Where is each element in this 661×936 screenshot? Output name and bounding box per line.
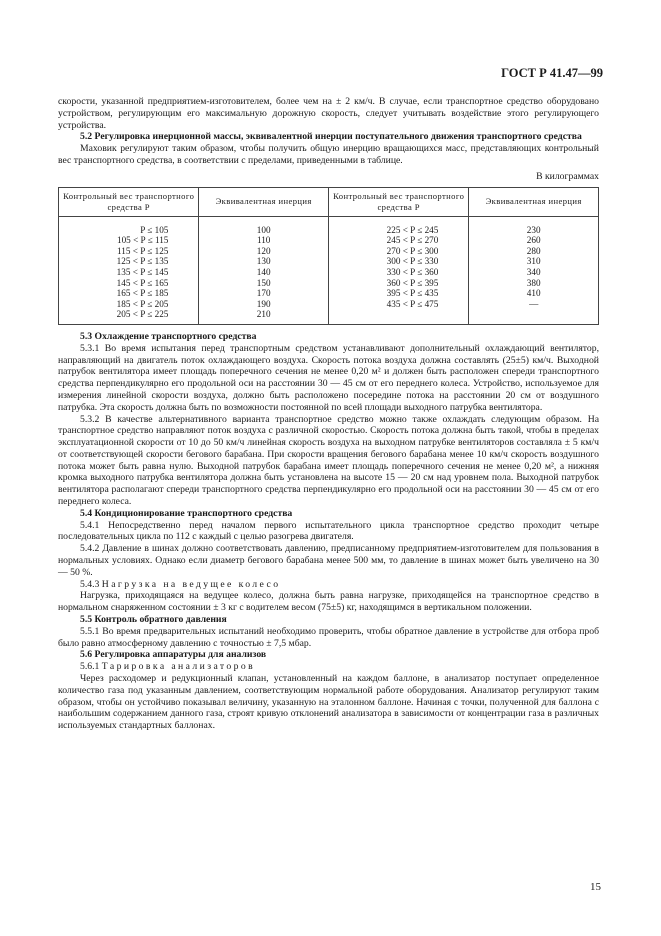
weight-range-cell: 435 < P ≤ 475 <box>328 299 468 310</box>
weight-range-cell: 165 < P ≤ 185 <box>59 288 199 299</box>
table-row <box>59 309 599 324</box>
inertia-cell: — <box>469 299 599 310</box>
weight-range-cell: 205 < P ≤ 225 <box>59 309 199 324</box>
weight-range-cell: 270 < P ≤ 300 <box>328 246 468 257</box>
table-header-cell: Контрольный вес транспортного средства P <box>59 187 199 216</box>
page-number: 15 <box>590 881 601 893</box>
table-row <box>59 256 599 267</box>
section-5-4-3-heading <box>58 579 599 591</box>
inertia-cell: 380 <box>469 278 599 289</box>
section-5-6-1-number: 5.6.1 <box>80 661 100 673</box>
section-5-2-title: 5.2 Регулировка инерционной массы, эквивалентной инерции поступательного движения транспортного средства <box>80 131 582 143</box>
inertia-cell: 210 <box>199 309 329 324</box>
table-header-cell: Эквивалентная инерция <box>469 187 599 216</box>
inertia-cell: 230 <box>469 216 599 235</box>
page-body <box>58 96 599 732</box>
section-5-4-2: 5.4.2 Давление в шинах должно соответствовать давлению, предписанному предприятием-изготовителем для пользования в нормальных условиях. Однако если диаметр бегового барабана менее 500 мм, то давление в шинах может быть увеличено на 30 — 50 %. <box>58 543 599 578</box>
inertia-cell: 150 <box>199 278 329 289</box>
table-header-cell: Контрольный вес транспортного средства P <box>328 187 468 216</box>
weight-range-cell: 125 < P ≤ 135 <box>59 256 199 267</box>
section-5-2-text: Маховик регулируют таким образом, чтобы получить общую инерцию вращающихся масс, представляющих контрольный вес транспортного средства, в соответствии с пределами, приведенными в таблице. <box>58 143 599 166</box>
inertia-cell: 410 <box>469 288 599 299</box>
section-5-4-3-number: 5.4.3 <box>80 578 100 590</box>
section-5-6-1-title: Тарировка анализаторов <box>101 661 256 673</box>
section-5-4-3-title: Нагрузка на ведущее колесо <box>101 578 281 590</box>
table-row <box>59 235 599 246</box>
section-5-4-3-text: Нагрузка, приходящаяся на ведущее колесо, должна быть равна нагрузке, приходящейся на транспортное средство в нормальном снаряженном состоянии ± 3 кг с водителем весом (75±5) кг, находящимся в вертикальном положении. <box>58 590 599 614</box>
section-5-3-2: 5.3.2 В качестве альтернативного варианта транспортное средство можно также охлаждать следующим образом. На транспортное средство направляют поток воздуха с различной скоростью. Скорость потока должна быть такой, чтобы в пределах эксплуатационной скорости от 10 до 50 км/ч линейная скорость воздуха на выходном патрубке вентиляторов составляла ± 5 км/ч от соответствующей скорости бегового барабана. При скорости вращения бегового барабана менее 10 км/ч скорость воздушного потока может быть равна нулю. Выходной патрубок барабана имеет площадь поперечного сечения не менее 0,20 м², а нижняя кромка выходного патрубка вентилятора должна быть установлена на высоте 15 — 20 см над уровнем пола. Выходной патрубок вентилятора располагают спереди транспортного средства перпендикулярно его продольной оси на расстоянии 30 — 45 см от его переднего колеса. <box>58 413 599 508</box>
section-5-6-1-heading <box>58 661 599 673</box>
weight-range-cell: 395 < P ≤ 435 <box>328 288 468 299</box>
inertia-cell: 130 <box>199 256 329 267</box>
inertia-cell: 110 <box>199 235 329 246</box>
weight-range-cell: 145 < P ≤ 165 <box>59 278 199 289</box>
inertia-cell: 280 <box>469 246 599 257</box>
weight-range-cell: 245 < P ≤ 270 <box>328 235 468 246</box>
inertia-cell: 170 <box>199 288 329 299</box>
weight-range-cell: 225 < P ≤ 245 <box>328 216 468 235</box>
weight-range-cell: 115 < P ≤ 125 <box>59 246 199 257</box>
table-header-cell: Эквивалентная инерция <box>199 187 329 216</box>
weight-range-cell: P ≤ 105 <box>59 216 199 235</box>
table-body <box>59 216 599 324</box>
inertia-table <box>58 187 599 325</box>
section-5-6-title: 5.6 Регулировка аппаратуры для анализов <box>80 649 267 661</box>
table-header-row <box>59 187 599 216</box>
weight-range-cell <box>328 309 468 324</box>
table-unit-label: В килограммах <box>536 170 599 182</box>
table-row <box>59 278 599 289</box>
inertia-cell: 100 <box>199 216 329 235</box>
inertia-cell: 260 <box>469 235 599 246</box>
inertia-cell: 340 <box>469 267 599 278</box>
weight-range-cell: 135 < P ≤ 145 <box>59 267 199 278</box>
weight-range-cell: 300 < P ≤ 330 <box>328 256 468 267</box>
section-5-4-title: 5.4 Кондиционирование транспортного средства <box>80 507 293 519</box>
table-row <box>59 299 599 310</box>
inertia-cell: 140 <box>199 267 329 278</box>
table-row <box>59 246 599 257</box>
standard-header: ГОСТ Р 41.47—99 <box>501 66 603 80</box>
weight-range-cell: 185 < P ≤ 205 <box>59 299 199 310</box>
weight-range-cell: 105 < P ≤ 115 <box>59 235 199 246</box>
section-5-3-1: 5.3.1 Во время испытания перед транспортным средством устанавливают дополнительный охлаждающий вентилятор, направляющий на двигатель поток охлаждающего воздуха. Скорость потока воздуха должна составлять (25±5) км/ч. Выходной патрубок вентилятора имеет площадь поперечного сечения не менее 0,20 м² и должен быть расположен спереди транспортного средства перпендикулярно его продольной оси на расстоянии 30 — 45 см от его переднего колеса. Устройство, используемое для измерения линейной скорости воздуха, должно быть расположено посередине потока на расстоянии 20 см от воздушного патрубка. Эта скорость должна быть по возможности постоянной по всей площади выходного патрубка вентилятора. <box>58 342 599 413</box>
table-row <box>59 216 599 235</box>
inertia-cell <box>469 309 599 324</box>
section-5-5-1: 5.5.1 Во время предварительных испытаний необходимо проверить, чтобы обратное давление в устройстве для отбора проб было равно атмосферному давлению с точностью ± 7,5 мбар. <box>58 625 599 649</box>
inertia-cell: 190 <box>199 299 329 310</box>
weight-range-cell: 330 < P ≤ 360 <box>328 267 468 278</box>
weight-range-cell: 360 < P ≤ 395 <box>328 278 468 289</box>
inertia-cell: 120 <box>199 246 329 257</box>
section-5-4-1: 5.4.1 Непосредственно перед началом первого испытательного цикла транспортное средство проходит четыре последовательных цикла по 112 с каждый с целью разогрева двигателя. <box>58 519 599 543</box>
section-5-6-1-text: Через расходомер и редукционный клапан, установленный на каждом баллоне, в анализатор поступает определенное количество газа под указанным давлением, соответствующим нормальной работе оборудования. Анализатор регулируют таким образом, чтобы он устойчиво показывал величину, указанную на эталонном баллоне. Начиная с точки, полученной для баллона с наибольшим содержанием данного газа, строят кривую отклонений анализатора в зависимости от концентрации газа в различных используемых стандартных баллонах. <box>58 673 599 732</box>
table-row <box>59 267 599 278</box>
inertia-cell: 310 <box>469 256 599 267</box>
table-row <box>59 288 599 299</box>
intro-paragraph: скорости, указанной предприятием-изготовителем, более чем на ± 2 км/ч. В случае, если транспортное средство оборудовано устройством, регулирующим его максимальную дорожную скорость, следует учитывать воздействие этого регулирующего устройства. <box>58 96 599 131</box>
section-5-5-title: 5.5 Контроль обратного давления <box>80 614 227 626</box>
section-5-3-title: 5.3 Охлаждение транспортного средства <box>80 330 257 342</box>
